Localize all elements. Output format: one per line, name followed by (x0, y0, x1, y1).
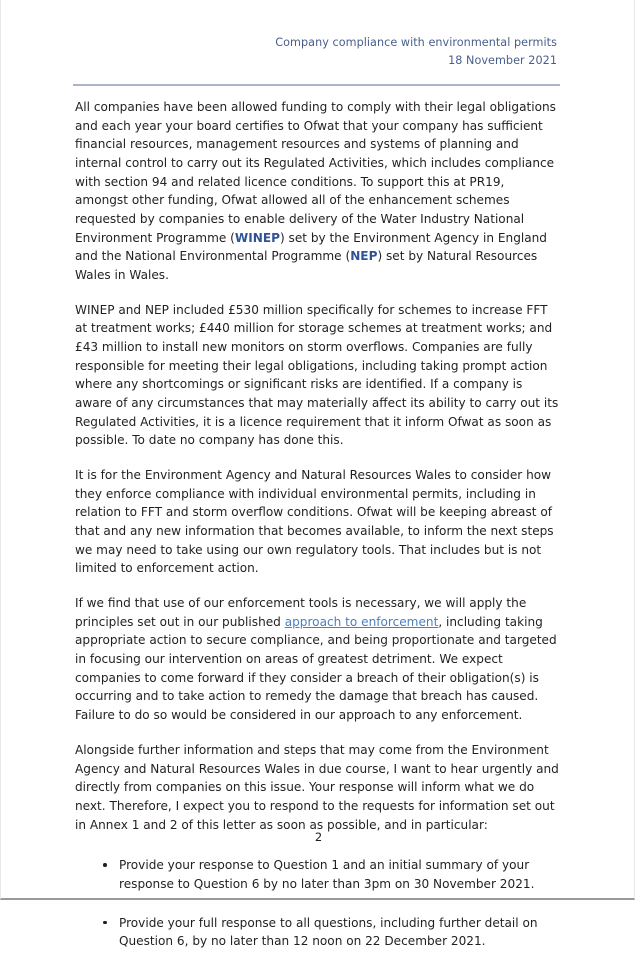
paragraph-4-text-b: , including taking appropriate action to secure compliance, and being proportionate and targeted in focusing our intervention on areas of greatest detriment. We expect companies to come forward if they consider a breach of their obligation(s) is occurring and to take action to remedy the damage that breach has caused. Failure to do so would be considered in our approach to any enforcement. (75, 614, 557, 723)
page-number: 2 (314, 830, 323, 844)
paragraph-environment-agency-enforcement: It is for the Environment Agency and Natural Resources Wales to consider how they enforce compliance with individual environmental permits, including in relation to FFT and storm overflow conditions. Ofwat will be keeping abreast of that and any new information that becomes available, to inform the next steps we may need to take using our own regulatory tools. That includes but is not limited to enforcement action. (75, 468, 554, 576)
paragraph-winep-nep-funding: WINEP and NEP included £530 million specifically for schemes to increase FFT at treatment works; £440 million for storage schemes at treatment works; and £43 million to install new monitors on storm overflows. Companies are fully responsible for meeting their legal obligations, including taking prompt action where any shortcomings or significant risks are identified. If a company is aware of any circumstances that may materially affect its ability to carry out its Regulated Activities, it is a licence requirement that it inform Ofwat as soon as possible. To date no company has done this. (75, 302, 559, 448)
approach-to-enforcement-link[interactable]: approach to enforcement (284, 614, 439, 629)
header-divider-rule (73, 84, 560, 86)
term-nep[interactable]: NEP (350, 249, 378, 264)
paragraph-funding-obligations (75, 98, 561, 285)
list-item: Provide your full response to all questions, including further detail on Question 6, by no later than 12 noon on 22 December 2021. (75, 914, 561, 951)
paragraph-4-text-a: If we find that use of our enforcement tools is necessary, we will apply the principles set out in our published (75, 596, 527, 629)
term-winep[interactable]: WINEP (234, 230, 280, 245)
paragraph-1-text-c: ) set by Natural Resources Wales in Wales. (75, 249, 538, 283)
paragraph-1-text-b: ) set by the Environment Agency in England and the National Environmental Programme ( (75, 230, 547, 264)
document-header-title: Company compliance with environmental permits (275, 36, 557, 49)
list-item: Provide your response to Question 1 and an initial summary of your response to Question 6 by no later than 3pm on 30 November 2021. (75, 856, 561, 893)
document-header-date: 18 November 2021 (448, 54, 557, 68)
document-header (275, 34, 557, 70)
paragraph-response-request: Alongside further information and steps that may come from the Environment Agency and Natural Resources Wales in due course, I want to hear urgently and directly from companies on this issue. Your response will inform what we do next. Therefore, I expect you to respond to the requests for information set out in Annex 1 and 2 of this letter as soon as possible, and in particular: (75, 742, 559, 832)
response-deadlines-list (75, 856, 561, 951)
paragraph-enforcement-principles (75, 594, 561, 725)
paragraph-1-text-a: All companies have been allowed funding to comply with their legal obligations and each year your board certifies to Ofwat that your company has sufficient financial resources, management resources and systems of planning and internal control to carry out its Regulated Activities, which includes compliance with section 94 and related licence conditions. To support this at PR19, amongst other funding, Ofwat allowed all of the enhancement schemes requested by companies to enable delivery of the Water Industry National Environment Programme ( (75, 100, 556, 245)
